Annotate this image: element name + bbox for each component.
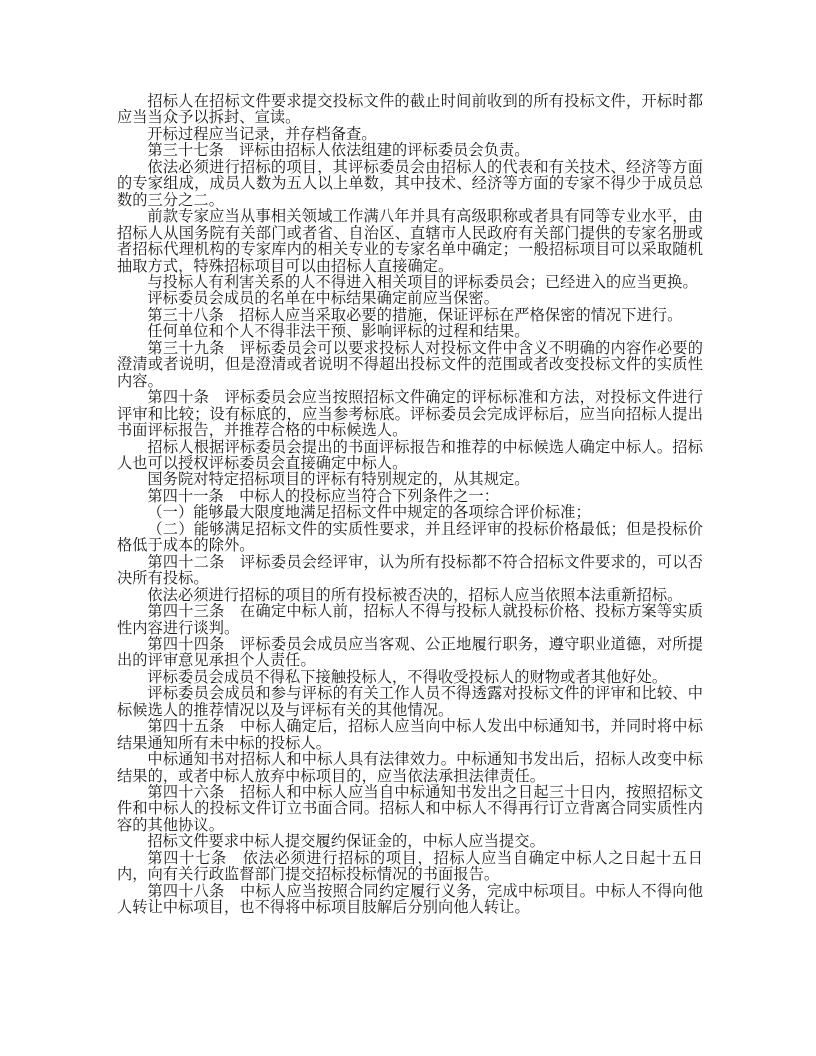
paragraph: 第四十四条 评标委员会成员应当客观、公正地履行职务，遵守职业道德，对所提出的评审意见承担个人责任。 [117,634,703,670]
paragraph: 第四十六条 招标人和中标人应当自中标通知书发出之日起三十日内，按照招标文件和中标人的投标文件订立书面合同。招标人和中标人不得再行订立背离合同实质性内容的其他协议。 [117,783,703,834]
paragraph: 依法必须进行招标的项目，其评标委员会由招标人的代表和有关技术、经济等方面的专家组成，成员人数为五人以上单数，其中技术、经济等方面的专家不得少于成员总数的三分之二。 [117,157,703,209]
paragraph: 招标文件要求中标人提交履约保证金的，中标人应当提交。 [147,832,545,851]
paragraph: 第三十九条 评标委员会可以要求投标人对投标文件中含义不明确的内容作必要的澄清或者说明，但是澄清或者说明不得超出投标文件的范围或者改变投标文件的实质性内容。 [117,338,703,390]
paragraph: （二）能够满足招标文件的实质性要求，并且经评审的投标价格最低；但是投标价格低于成本的除外。 [117,519,703,555]
paragraph: 第四十一条 中标人的投标应当符合下列条件之一： [147,486,500,505]
paragraph: 与投标人有利害关系的人不得进入相关项目的评标委员会；已经进入的应当更换。 [147,272,698,291]
paragraph: 评标委员会成员和参与评标的有关工作人员不得透露对投标文件的评审和比较、中标候选人的推荐情况以及与评标有关的其他情况。 [117,684,703,719]
paragraph: 第四十条 评标委员会应当按照招标文件确定的评标标准和方法，对投标文件进行评审和比较；设有标底的，应当参考标底。评标委员会完成评标后，应当向招标人提出书面评标报告，并推荐合格的中标候选人。 [117,388,703,440]
paragraph: 第四十七条 依法必须进行招标的项目，招标人应当自确定中标人之日起十五日内，向有关行政监督部门提交招标投标情况的书面报告。 [117,848,703,884]
paragraph: 招标人在招标文件要求提交投标文件的截止时间前收到的所有投标文件，开标时都应当当众予以拆封、宣读。 [117,92,703,127]
paragraph: 评标委员会成员不得私下接触投标人，不得收受投标人的财物或者其他好处。 [147,667,668,686]
paragraph: 国务院对特定招标项目的评标有特别规定的，从其规定。 [147,470,530,489]
paragraph: （一）能够最大限度地满足招标文件中规定的各项综合评价标准； [147,503,591,522]
paragraph: 第四十五条 中标人确定后，招标人应当向中标人发出中标通知书，并同时将中标结果通知所有未中标的投标人。 [117,717,703,752]
paragraph: 中标通知书对招标人和中标人具有法律效力。中标通知书发出后，招标人改变中标结果的，或者中标人放弃中标项目的，应当依法承担法律责任。 [117,750,703,785]
paragraph: 开标过程应当记录，并存档备查。 [147,124,377,143]
paragraph: 第四十三条 在确定中标人前，招标人不得与投标人就投标价格、投标方案等实质性内容进行谈判。 [117,602,703,637]
document-body [117,93,703,916]
paragraph: 第三十八条 招标人应当采取必要的措施，保证评标在严格保密的情况下进行。 [147,305,683,324]
paragraph: 任何单位和个人不得非法干预、影响评标的过程和结果。 [147,322,530,341]
paragraph: 第三十七条 评标由招标人依法组建的评标委员会负责。 [147,141,530,160]
paragraph: 招标人根据评标委员会提出的书面评标报告和推荐的中标候选人确定中标人。招标人也可以授权评标委员会直接确定中标人。 [117,437,703,472]
paragraph: 评标委员会成员的名单在中标结果确定前应当保密。 [147,289,500,308]
paragraph: 依法必须进行招标的项目的所有投标被否决的，招标人应当依照本法重新招标。 [147,585,683,604]
paragraph: 第四十二条 评标委员会经评审，认为所有投标都不符合招标文件要求的，可以否决所有投标。 [117,552,703,588]
paragraph: 第四十八条 中标人应当按照合同约定履行义务，完成中标项目。中标人不得向他人转让中标项目，也不得将中标项目肢解后分别向他人转让。 [117,881,703,917]
paragraph: 前款专家应当从事相关领域工作满八年并具有高级职称或者具有同等专业水平，由招标人从国务院有关部门或者省、自治区、直辖市人民政府有关部门提供的专家名册或者招标代理机构的专家库内的相关专业的专家名单中确定；一般招标项目可以采取随机抽取方式，特殊招标项目可以由招标人直接确定。 [117,207,703,275]
